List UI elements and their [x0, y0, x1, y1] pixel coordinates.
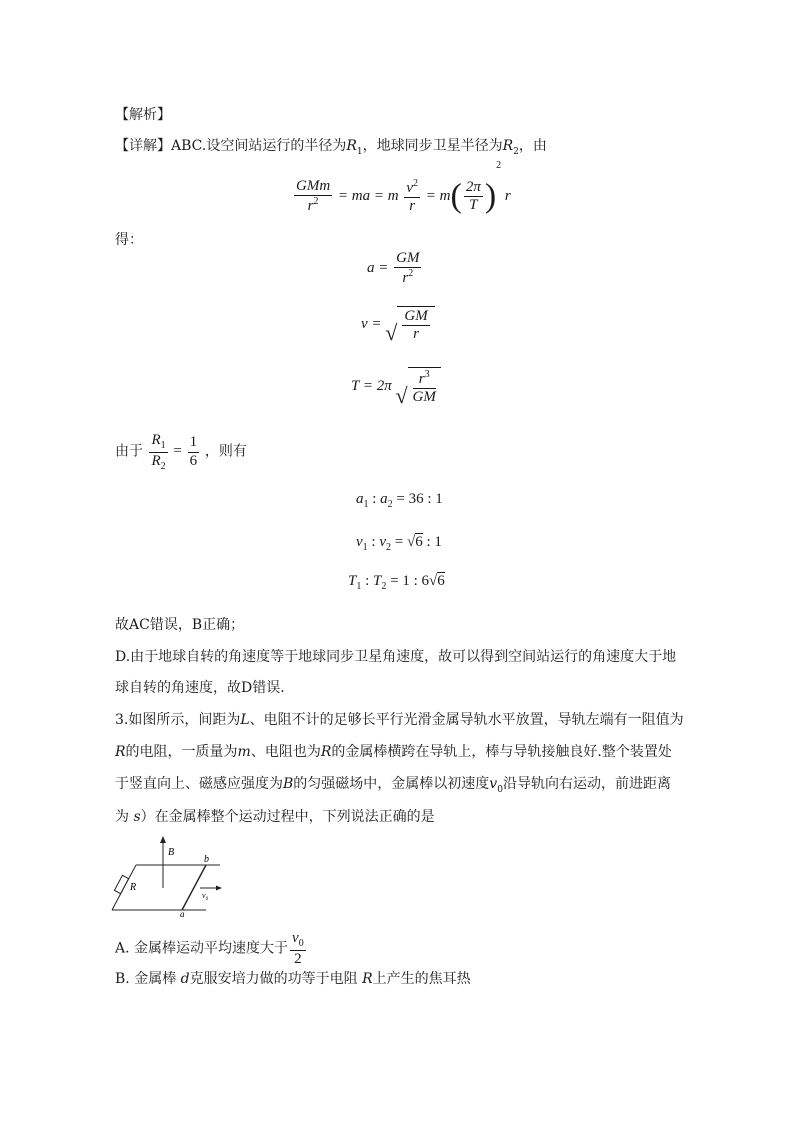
q3-text: 的金属棒横跨在导轨上，棒与导轨接触良好.整个装置处	[331, 744, 672, 760]
denominator: R	[151, 452, 161, 469]
subscript: 2	[386, 542, 392, 553]
ratio-prefix: 由于	[115, 443, 143, 460]
equation-tail: r	[504, 188, 511, 204]
var: v	[379, 534, 387, 550]
subscript: 1	[160, 440, 166, 451]
denominator: r	[409, 198, 416, 215]
var: a	[356, 491, 364, 507]
equation-lhs: v =	[361, 316, 382, 333]
ratio-acceleration	[356, 491, 443, 510]
equation-a	[367, 250, 423, 288]
detail-label: 【详解】	[115, 138, 171, 154]
q3-text: 、电阻也为	[250, 744, 321, 760]
radical-sign: √	[406, 534, 416, 550]
q3-text: ）在金属棒整个运动过程中，下列说法正确的是	[140, 809, 435, 825]
separator: :	[367, 534, 380, 550]
numerator: v	[292, 930, 299, 946]
fraction-v0-2	[288, 930, 308, 967]
exponent: 2	[413, 177, 419, 189]
numerator: 1	[188, 434, 200, 452]
q3-text: 的电阻，一质量为	[125, 744, 238, 760]
var-r2: R	[502, 138, 514, 154]
fraction-gm-r2	[394, 250, 421, 288]
sqrt-gm-r	[385, 306, 434, 344]
fraction-2pi-T	[464, 179, 483, 215]
var: v	[356, 534, 363, 550]
q3-text: 为	[115, 809, 129, 825]
equation-lhs: T = 2π	[351, 378, 392, 395]
var-r1: R	[346, 138, 357, 154]
conclusion-d-line2: 球自转的角速度，故D错误.	[115, 680, 285, 696]
conclusion-d-line1: D.由于地球自转的角速度等于地球同步卫星角速度，故可以得到空间站运行的角速度大于地	[115, 649, 677, 665]
var: T	[373, 573, 382, 589]
right-paren: )	[484, 177, 497, 215]
fraction-1-6	[188, 434, 200, 470]
numerator: v	[406, 179, 414, 196]
var-R: R	[362, 971, 373, 987]
equation-middle-2: = m	[425, 188, 451, 204]
denominator: r	[413, 326, 419, 343]
label-a: a	[180, 909, 185, 918]
numerator: GM	[402, 308, 429, 326]
equation-lhs: a =	[367, 260, 389, 277]
option-a	[115, 930, 308, 968]
resistor-symbol	[114, 875, 128, 893]
subscript: 1	[363, 499, 369, 510]
q3-line3	[115, 773, 671, 795]
var-v0: v	[489, 776, 498, 792]
subscript: 2	[160, 460, 166, 472]
radical-sign: √	[429, 573, 438, 589]
radicand: 6	[415, 534, 423, 550]
radicand: 6	[437, 573, 445, 589]
ratio-velocity	[356, 534, 442, 553]
option-b-text: 上产生的焦耳热	[372, 971, 471, 987]
separator: :	[368, 491, 381, 507]
fraction-gmm-r2	[294, 178, 332, 216]
rail-circuit-diagram	[108, 836, 238, 918]
de-label: 得：	[115, 232, 143, 248]
fraction-v2-r	[404, 178, 420, 216]
subscript: 2	[387, 499, 393, 510]
ratio-tail: : 1	[422, 534, 442, 550]
subscript: 2	[381, 581, 387, 592]
equation-T	[351, 367, 441, 407]
field-arrow-icon	[160, 836, 166, 843]
var-R: R	[320, 744, 332, 760]
equals: =	[173, 443, 182, 460]
q3-line4	[115, 806, 435, 826]
denominator: r	[307, 198, 314, 215]
fraction-r3-gm	[413, 369, 436, 407]
var-R: R	[115, 744, 126, 760]
analysis-label: 【解析】	[115, 107, 171, 123]
detail-intro	[115, 135, 547, 157]
q3-text: 于竖直向上、磁感应强度为	[115, 776, 283, 792]
var: T	[348, 573, 357, 589]
equation-v	[361, 306, 435, 344]
q3-line1	[115, 709, 684, 729]
var: a	[380, 491, 388, 507]
numerator: r	[418, 371, 425, 387]
equation-middle: = ma = m	[337, 188, 399, 204]
exponent: 2	[313, 196, 319, 208]
var-d: d	[180, 971, 190, 987]
option-a-text: A. 金属棒运动平均速度大于	[115, 940, 289, 957]
q3-line2	[115, 741, 672, 761]
equation-gravitation	[292, 160, 511, 216]
ratio-value: = 1 : 6	[386, 573, 429, 589]
velocity-arrow-icon	[216, 886, 222, 891]
separator: :	[361, 573, 374, 589]
label-B: B	[168, 847, 175, 858]
sub-r2: 2	[513, 146, 519, 157]
subscript: 0	[497, 784, 503, 795]
left-paren: (	[450, 177, 462, 215]
q3-text: 3.如图所示，间距为	[115, 712, 241, 728]
var-L: L	[240, 712, 250, 728]
option-b	[115, 968, 471, 988]
exponent: 2	[496, 160, 502, 171]
numerator: GMm	[294, 178, 332, 196]
denominator: T	[469, 197, 478, 214]
var-s: s	[133, 809, 141, 825]
var-m: m	[237, 744, 251, 760]
denominator: 2	[294, 950, 302, 967]
conclusion-abc: 故AC错误，B正确；	[115, 617, 245, 633]
numerator: GM	[394, 250, 421, 268]
subscript: 1	[362, 542, 368, 553]
ratio-formula	[147, 432, 204, 472]
ratio-value: = 36 : 1	[392, 491, 443, 507]
ratio-period	[348, 573, 445, 592]
subscript: 1	[356, 581, 362, 592]
equals: =	[391, 534, 407, 550]
fraction-r1-r2	[149, 432, 167, 472]
numerator: 2π	[464, 179, 483, 197]
exponent: 2	[408, 268, 414, 280]
q3-text: 沿导轨向右运动，前进距离	[502, 776, 671, 792]
radical-sign: √	[395, 382, 408, 408]
detail-text-suffix: ，由	[518, 138, 547, 154]
q3-text: 、电阻不计的足够长平行光滑金属导轨水平放置，导轨左端有一阻值为	[249, 712, 684, 728]
radical-sign: √	[385, 319, 398, 345]
sub-r1: 1	[356, 146, 363, 157]
label-v0	[202, 891, 209, 902]
ratio-suffix: ，则有	[204, 443, 247, 460]
detail-text: ABC.设空间站运行的半径为	[171, 138, 347, 154]
numerator: R	[151, 432, 161, 448]
detail-text-mid: ，地球同步卫星半径为	[362, 138, 503, 154]
fraction-gm-r	[402, 308, 429, 344]
sqrt-r3-gm	[395, 367, 440, 407]
denominator: GM	[412, 389, 436, 406]
label-v-sub: 0	[205, 897, 209, 902]
option-b-text: 克服安培力做的功等于电阻	[189, 971, 363, 987]
exponent: 3	[424, 369, 430, 380]
option-b-text: B. 金属棒	[115, 971, 181, 987]
ratio-statement	[115, 432, 247, 472]
denominator: 6	[189, 452, 198, 469]
label-R: R	[130, 882, 137, 893]
q3-text: 的匀强磁场中，金属棒以初速度	[293, 776, 490, 792]
label-b: b	[204, 854, 209, 865]
subscript: 0	[298, 938, 304, 949]
label-v: v	[202, 891, 206, 900]
denominator: r	[402, 270, 409, 287]
var-B: B	[283, 776, 294, 792]
